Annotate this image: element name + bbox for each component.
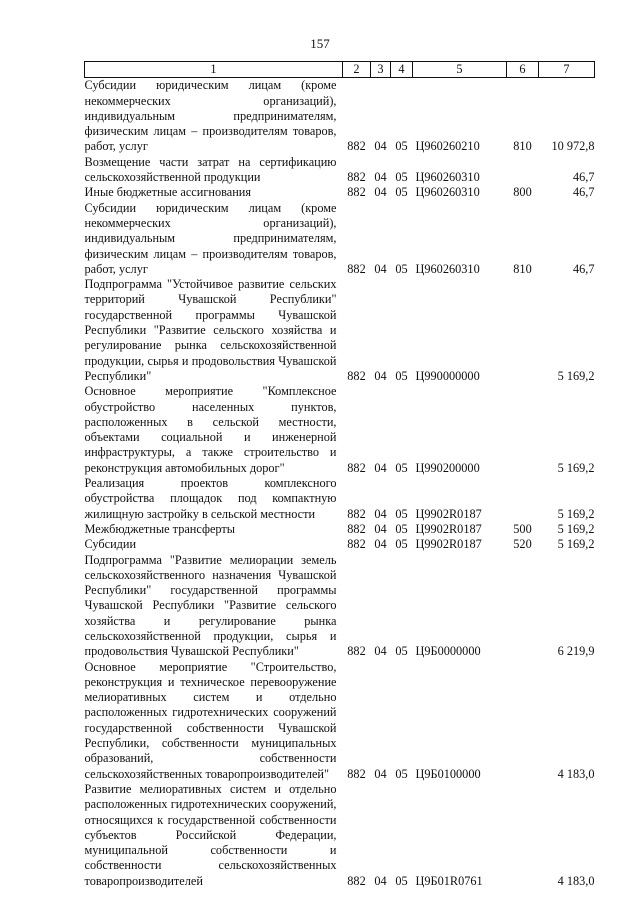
header-col-7: 7 (539, 62, 595, 78)
row-expense-type (507, 277, 539, 384)
row-target-article: Ц960260310 (415, 185, 480, 200)
row-target-article: Ц960260310 (415, 170, 480, 185)
row-expense-type (507, 660, 539, 782)
row-ministry-code: 882 (347, 185, 366, 200)
row-subsection: 05 (395, 873, 408, 888)
row-target-article: Ц9902R0187 (415, 521, 482, 536)
row-target-article: Ц9Б0000000 (415, 644, 481, 659)
row-expense-type: 500 (513, 521, 532, 536)
table-row (85, 782, 595, 889)
row-description: Основное мероприятие "Строительство, реконструкция и техническое перевооружение мелиоративных систем и отдельно расположенных гидротехнических сооружений государственной собственности Чувашской Республики, собственности муниципальных образований, собственности сельскохозяйственных товаропроизводителей" (84, 659, 337, 781)
table-row (85, 537, 595, 552)
row-description: Реализация проектов комплексного обустройства площадок под компактную жилищную застройку в сельской местности (84, 476, 337, 521)
row-description: Межбюджетные трансферты (84, 521, 236, 536)
row-ministry-code: 882 (347, 368, 366, 383)
row-section: 04 (374, 644, 387, 659)
row-expense-type (507, 553, 539, 660)
table-body (85, 78, 595, 889)
row-target-article: Ц990000000 (415, 368, 480, 383)
header-col-5: 5 (413, 62, 507, 78)
row-section: 04 (374, 185, 387, 200)
row-description: Основное мероприятие "Комплексное обустройство населенных пунктов, расположенных в сельской местности, объектами социальной и инженерной инфраструктуры, а также строительство и реконструкция автомобильных дорог" (84, 384, 337, 475)
row-description: Иные бюджетные ассигнования (84, 185, 252, 200)
header-col-2: 2 (343, 62, 371, 78)
row-amount: 4 183,0 (557, 766, 595, 781)
header-col-1: 1 (85, 62, 343, 78)
row-amount: 5 169,2 (557, 521, 595, 536)
row-target-article: Ц960260210 (415, 139, 480, 154)
table-header (85, 62, 595, 78)
row-amount: 5 169,2 (557, 368, 595, 383)
row-section: 04 (374, 170, 387, 185)
row-target-article: Ц960260310 (415, 261, 480, 276)
row-ministry-code: 882 (347, 521, 366, 536)
row-subsection: 05 (395, 521, 408, 536)
row-ministry-code: 882 (347, 460, 366, 475)
row-description: Подпрограмма "Устойчивое развитие сельских территорий Чувашской Республики" государственной программы Чувашской Республики "Развитие сельского хозяйства и регулирование рынка сельскохозяйственной продукции, сырья и продовольствия Чувашской Республики" (84, 277, 337, 383)
row-description: Субсидии юридическим лицам (кроме некоммерческих организаций), индивидуальным предпринимателям, физическим лицам – производителям товаров, работ, услуг (84, 200, 337, 276)
row-subsection: 05 (395, 644, 408, 659)
row-section: 04 (374, 368, 387, 383)
table-row (85, 185, 595, 200)
table-row (85, 277, 595, 384)
header-col-6: 6 (507, 62, 539, 78)
row-target-article: Ц990200000 (415, 460, 480, 475)
row-amount: 46,7 (572, 170, 595, 185)
row-expense-type: 810 (513, 139, 532, 154)
row-subsection: 05 (395, 185, 408, 200)
row-amount: 5 169,2 (557, 506, 595, 521)
row-subsection: 05 (395, 368, 408, 383)
row-ministry-code: 882 (347, 873, 366, 888)
row-expense-type (507, 384, 539, 476)
row-ministry-code: 882 (347, 537, 366, 552)
row-expense-type (507, 476, 539, 522)
table-row (85, 384, 595, 476)
table-row (85, 476, 595, 522)
row-section: 04 (374, 873, 387, 888)
row-section: 04 (374, 766, 387, 781)
row-amount: 6 219,9 (557, 644, 595, 659)
row-description: Подпрограмма "Развитие мелиорации земель сельскохозяйственного назначения Чувашской Республики" государственной программы Чувашской Республики "Развитие сельского хозяйства и регулирование рынка сельскохозяйственной продукции, сырья и продовольствия Чувашской Республики" (84, 552, 337, 659)
row-subsection: 05 (395, 261, 408, 276)
row-amount: 4 183,0 (557, 873, 595, 888)
row-subsection: 05 (395, 460, 408, 475)
table-row (85, 201, 595, 277)
table-row (85, 553, 595, 660)
row-amount: 10 972,8 (551, 139, 595, 154)
row-ministry-code: 882 (347, 261, 366, 276)
row-subsection: 05 (395, 139, 408, 154)
row-ministry-code: 882 (347, 766, 366, 781)
table-row (85, 78, 595, 155)
row-section: 04 (374, 506, 387, 521)
row-section: 04 (374, 537, 387, 552)
row-description: Развитие мелиоративных систем и отдельно расположенных гидротехнических сооружений, относящихся к государственной собственности субъектов Российской Федерации, муниципальной собственности и собственности сельскохозяйственных товаропроизводителей (84, 781, 337, 888)
row-description: Субсидии юридическим лицам (кроме некоммерческих организаций), индивидуальным предпринимателям, физическим лицам – производителям товаров, работ, услуг (84, 78, 337, 154)
row-section: 04 (374, 460, 387, 475)
row-ministry-code: 882 (347, 644, 366, 659)
row-description: Возмещение части затрат на сертификацию сельскохозяйственной продукции (84, 154, 337, 185)
row-section: 04 (374, 261, 387, 276)
header-col-3: 3 (371, 62, 391, 78)
row-expense-type: 800 (513, 185, 532, 200)
row-subsection: 05 (395, 506, 408, 521)
row-target-article: Ц9902R0187 (415, 537, 482, 552)
row-expense-type (507, 155, 539, 186)
row-expense-type: 520 (513, 537, 532, 552)
budget-table (84, 61, 595, 889)
row-amount: 5 169,2 (557, 537, 595, 552)
row-subsection: 05 (395, 537, 408, 552)
row-target-article: Ц9Б0100000 (415, 766, 481, 781)
row-ministry-code: 882 (347, 506, 366, 521)
row-target-article: Ц9Б01R0761 (415, 873, 483, 888)
row-ministry-code: 882 (347, 170, 366, 185)
row-section: 04 (374, 521, 387, 536)
page-number: 157 (310, 36, 330, 51)
row-section: 04 (374, 139, 387, 154)
row-expense-type (507, 782, 539, 889)
row-target-article: Ц9902R0187 (415, 506, 482, 521)
row-amount: 46,7 (572, 261, 595, 276)
table-row (85, 155, 595, 186)
table-row (85, 660, 595, 782)
row-description: Субсидии (84, 537, 137, 552)
header-col-4: 4 (391, 62, 413, 78)
row-amount: 46,7 (572, 185, 595, 200)
table-row (85, 522, 595, 537)
row-amount: 5 169,2 (557, 460, 595, 475)
row-expense-type: 810 (513, 261, 532, 276)
row-subsection: 05 (395, 766, 408, 781)
row-ministry-code: 882 (347, 139, 366, 154)
row-subsection: 05 (395, 170, 408, 185)
